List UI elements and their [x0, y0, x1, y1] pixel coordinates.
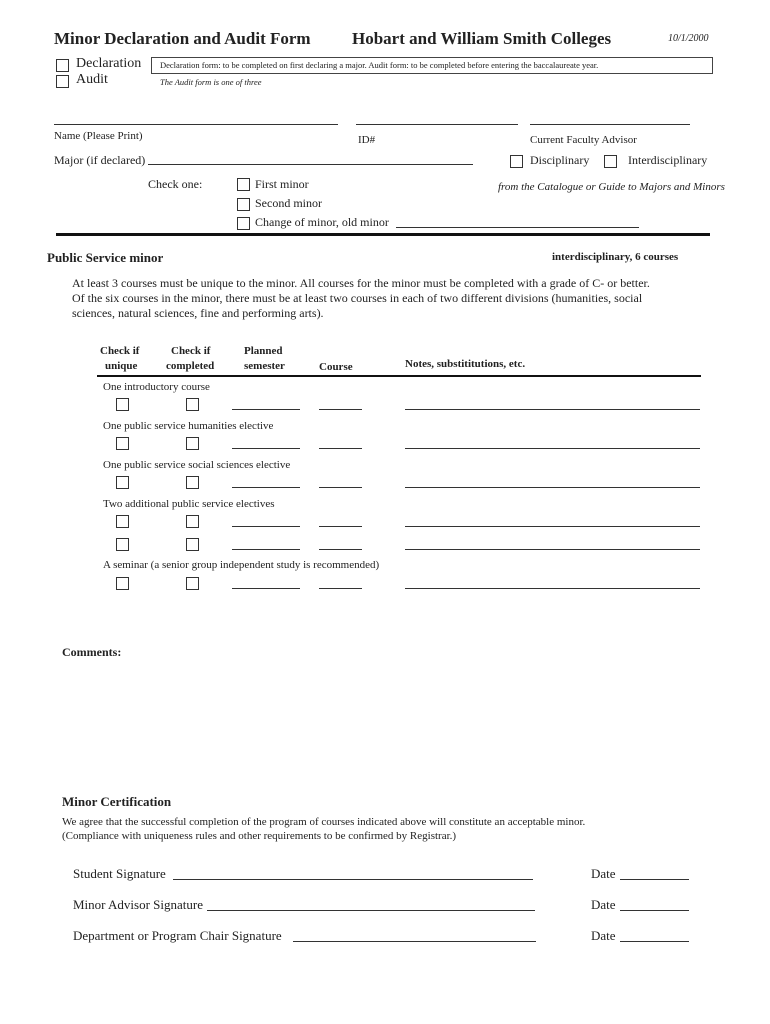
interdisciplinary-label: Interdisciplinary	[628, 153, 708, 167]
second-minor-checkbox[interactable]	[237, 198, 250, 211]
course-field[interactable]	[319, 549, 362, 550]
advisor-signature-field[interactable]	[207, 910, 535, 911]
second-minor-label: Second minor	[255, 196, 322, 210]
name-label: Name (Please Print)	[54, 130, 143, 142]
student-signature-label: Student Signature	[73, 866, 166, 881]
comments-area[interactable]	[62, 665, 702, 785]
date-label: Date	[591, 897, 616, 912]
col-planned-2: semester	[244, 360, 285, 372]
name-field[interactable]	[54, 124, 338, 125]
unique-checkbox[interactable]	[116, 398, 129, 411]
certification-text-1: We agree that the successful completion of the program of courses indicated above will constitute an acceptable minor.	[62, 816, 586, 828]
student-signature-field[interactable]	[173, 879, 533, 880]
col-course: Course	[319, 361, 353, 373]
check-one-label: Check one:	[148, 177, 203, 191]
program-desc-1: At least 3 courses must be unique to the minor. All courses for the minor must be completed with a grade of C- or better.	[72, 276, 650, 290]
comments-label: Comments:	[62, 645, 122, 659]
first-minor-checkbox[interactable]	[237, 178, 250, 191]
completed-checkbox[interactable]	[186, 476, 199, 489]
group-label: Two additional public service electives	[103, 498, 275, 510]
declaration-checkbox[interactable]	[56, 59, 69, 72]
col-completed-2: completed	[166, 360, 215, 372]
planned-semester-field[interactable]	[232, 549, 300, 550]
table-header-rule	[97, 375, 701, 377]
advisor-date-field[interactable]	[620, 910, 689, 911]
col-unique-1: Check if	[100, 345, 140, 357]
group-label: One public service social sciences elective	[103, 459, 291, 471]
program-title: Public Service minor	[47, 250, 164, 265]
group-label: One introductory course	[103, 381, 210, 393]
advisor-signature-label: Minor Advisor Signature	[73, 897, 203, 912]
completed-checkbox[interactable]	[186, 437, 199, 450]
completed-checkbox[interactable]	[186, 515, 199, 528]
chair-date-field[interactable]	[620, 941, 689, 942]
notes-field[interactable]	[405, 588, 700, 589]
unique-checkbox[interactable]	[116, 577, 129, 590]
change-minor-checkbox[interactable]	[237, 217, 250, 230]
section-divider	[56, 233, 710, 236]
catalogue-note: from the Catalogue or Guide to Majors and Minors	[498, 181, 725, 193]
group-label: A seminar (a senior group independent study is recommended)	[103, 559, 380, 571]
completed-checkbox[interactable]	[186, 398, 199, 411]
course-field[interactable]	[319, 526, 362, 527]
interdisciplinary-checkbox[interactable]	[604, 155, 617, 168]
completed-checkbox[interactable]	[186, 577, 199, 590]
chair-signature-field[interactable]	[293, 941, 536, 942]
form-title: Minor Declaration and Audit Form	[54, 29, 311, 48]
notes-field[interactable]	[405, 409, 700, 410]
date-label: Date	[591, 928, 616, 943]
planned-semester-field[interactable]	[232, 526, 300, 527]
id-label: ID#	[358, 134, 376, 146]
program-desc-3: sciences, natural sciences, fine and performing arts).	[72, 306, 324, 320]
program-type: interdisciplinary, 6 courses	[552, 251, 679, 263]
unique-checkbox[interactable]	[116, 476, 129, 489]
major-label: Major (if declared)	[54, 153, 146, 167]
col-unique-2: unique	[105, 360, 138, 372]
unique-checkbox[interactable]	[116, 515, 129, 528]
first-minor-label: First minor	[255, 177, 309, 191]
notes-field[interactable]	[405, 487, 700, 488]
col-planned-1: Planned	[244, 345, 283, 357]
change-minor-label: Change of minor, old minor	[255, 215, 389, 229]
notes-field[interactable]	[405, 526, 700, 527]
student-date-field[interactable]	[620, 879, 689, 880]
college-name: Hobart and William Smith Colleges	[352, 29, 612, 48]
course-field[interactable]	[319, 487, 362, 488]
old-minor-field[interactable]	[396, 227, 639, 228]
course-field[interactable]	[319, 409, 362, 410]
group-label: One public service humanities elective	[103, 420, 274, 432]
col-notes: Notes, substititutions, etc.	[405, 358, 526, 370]
id-field[interactable]	[356, 124, 518, 125]
declaration-label: Declaration	[76, 56, 142, 71]
planned-semester-field[interactable]	[232, 409, 300, 410]
disciplinary-label: Disciplinary	[530, 153, 590, 167]
advisor-field[interactable]	[530, 124, 690, 125]
completed-checkbox[interactable]	[186, 538, 199, 551]
planned-semester-field[interactable]	[232, 448, 300, 449]
planned-semester-field[interactable]	[232, 487, 300, 488]
date-label: Date	[591, 866, 616, 881]
audit-note: The Audit form is one of three	[160, 77, 262, 87]
major-field[interactable]	[148, 164, 473, 165]
instructions-text: Declaration form: to be completed on first declaring a major. Audit form: to be completed before entering the baccalaureate year.	[160, 60, 599, 70]
course-field[interactable]	[319, 588, 362, 589]
notes-field[interactable]	[405, 448, 700, 449]
certification-title: Minor Certification	[62, 794, 172, 809]
instructions-box	[151, 57, 713, 74]
certification-text-2: (Compliance with uniqueness rules and other requirements to be confirmed by Registrar.)	[62, 830, 457, 842]
notes-field[interactable]	[405, 549, 700, 550]
audit-checkbox[interactable]	[56, 75, 69, 88]
planned-semester-field[interactable]	[232, 588, 300, 589]
audit-label: Audit	[76, 72, 108, 87]
disciplinary-checkbox[interactable]	[510, 155, 523, 168]
unique-checkbox[interactable]	[116, 538, 129, 551]
advisor-label: Current Faculty Advisor	[530, 134, 637, 146]
col-completed-1: Check if	[171, 345, 211, 357]
unique-checkbox[interactable]	[116, 437, 129, 450]
chair-signature-label: Department or Program Chair Signature	[73, 928, 282, 943]
course-field[interactable]	[319, 448, 362, 449]
form-date: 10/1/2000	[668, 33, 709, 44]
program-desc-2: Of the six courses in the minor, there must be at least two courses in each of two different divisions (humanities, social	[72, 291, 643, 305]
